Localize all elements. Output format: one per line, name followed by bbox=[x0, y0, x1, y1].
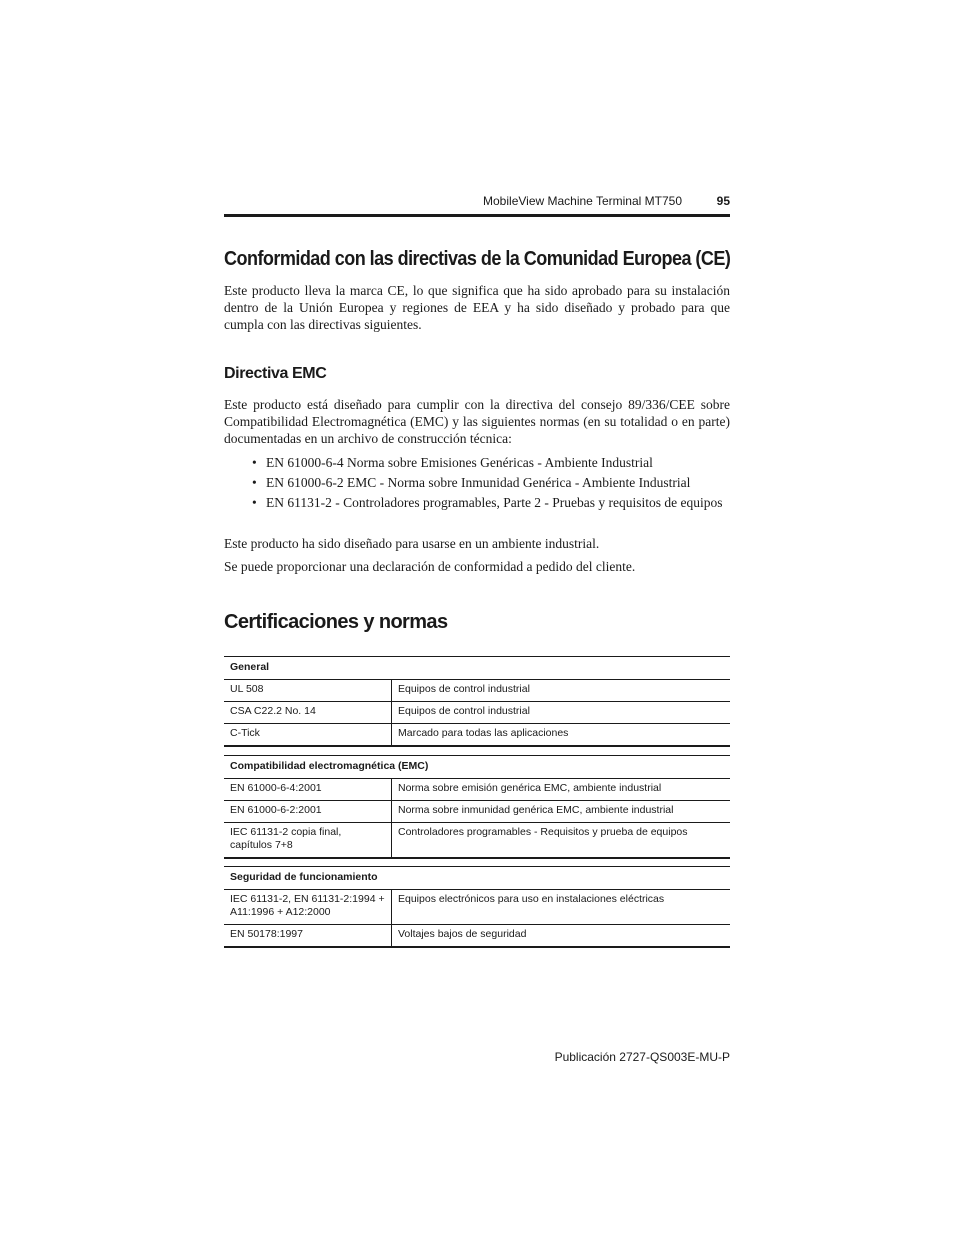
table-emc bbox=[224, 755, 730, 859]
table-row: EN 61000-6-2:2001 Norma sobre inmunidad genérica EMC, ambiente industrial bbox=[224, 801, 730, 823]
table-row: CSA C22.2 No. 14 Equipos de control industrial bbox=[224, 702, 730, 724]
header-title: MobileView Machine Terminal MT750 bbox=[483, 194, 682, 208]
table-row: EN 50178:1997 Voltajes bajos de seguridad bbox=[224, 925, 730, 948]
table-safety bbox=[224, 866, 730, 948]
running-header bbox=[224, 192, 730, 212]
table-row: IEC 61131-2 copia final, capítulos 7+8 Controladores programables - Requisitos y prueba de equipos bbox=[224, 823, 730, 859]
emc-intro-paragraph: Este producto está diseñado para cumplir con la directiva del consejo 89/336/CEE sobre Compatibilidad Electromagnética (EMC) y las siguientes normas (en su totalidad o en parte) documentadas en un archivo de construcción técnica: bbox=[224, 397, 730, 446]
table-row: C-Tick Marcado para todas las aplicaciones bbox=[224, 724, 730, 747]
list-item: • EN 61000-6-2 EMC - Norma sobre Inmunidad Genérica - Ambiente Industrial bbox=[252, 475, 691, 490]
list-item: • EN 61000-6-4 Norma sobre Emisiones Genéricas - Ambiente Industrial bbox=[252, 455, 653, 470]
table-row: UL 508 Equipos de control industrial bbox=[224, 680, 730, 702]
table-title: Compatibilidad electromagnética (EMC) bbox=[224, 756, 730, 779]
publication-footer: Publicación 2727-QS003E-MU-P bbox=[554, 1050, 730, 1064]
table-title: Seguridad de funcionamiento bbox=[224, 867, 730, 890]
emc-standards-list bbox=[252, 454, 730, 514]
table-row: EN 61000-6-4:2001 Norma sobre emisión genérica EMC, ambiente industrial bbox=[224, 779, 730, 801]
heading-emc-directive: Directiva EMC bbox=[224, 365, 327, 382]
heading-certifications: Certificaciones y normas bbox=[224, 611, 448, 633]
industrial-use-note: Este producto ha sido diseñado para usarse en un ambiente industrial. bbox=[224, 536, 600, 551]
declaration-note: Se puede proporcionar una declaración de conformidad a pedido del cliente. bbox=[224, 559, 636, 574]
table-general bbox=[224, 656, 730, 747]
header-rule bbox=[224, 214, 730, 217]
table-row: IEC 61131-2, EN 61131-2:1994 + A11:1996 + A12:2000 Equipos electrónicos para uso en instalaciones eléctricas bbox=[224, 890, 730, 925]
list-item: • EN 61131-2 - Controladores programables, Parte 2 - Pruebas y requisitos de equipos bbox=[252, 495, 723, 510]
table-title: General bbox=[224, 657, 730, 680]
page-number: 95 bbox=[716, 194, 730, 208]
heading-ce-conformity: Conformidad con las directivas de la Comunidad Europea (CE) bbox=[224, 248, 731, 270]
ce-intro-paragraph: Este producto lleva la marca CE, lo que significa que ha sido aprobado para su instalación dentro de la Unión Europea y regiones de EEA y ha sido diseñado y probado para que cumpla con las directivas siguientes. bbox=[224, 283, 730, 332]
